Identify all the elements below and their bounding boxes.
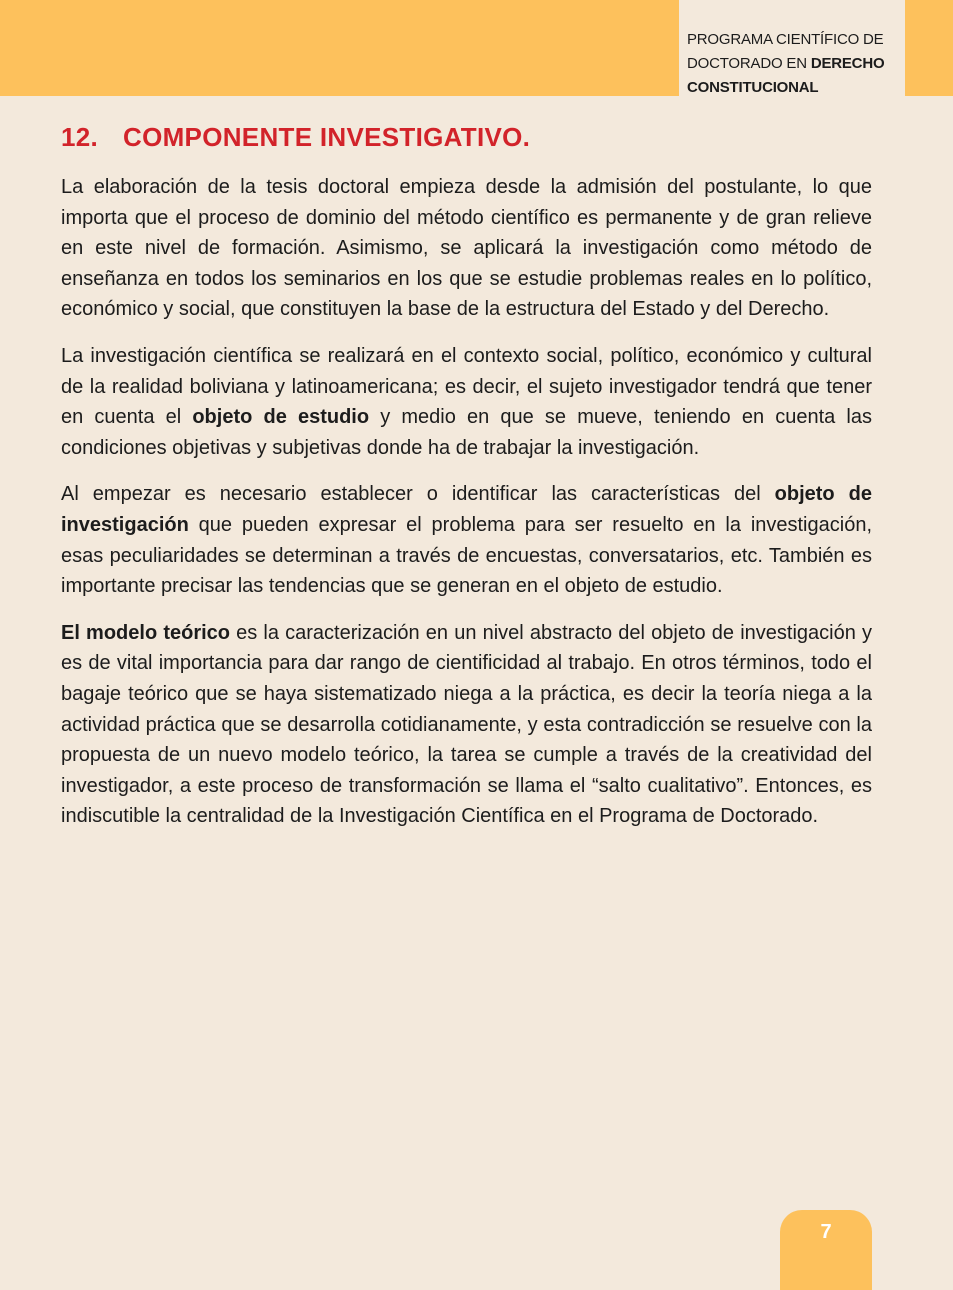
program-line-2 xyxy=(687,52,905,76)
program-line-2-bold: DERECHO xyxy=(810,55,885,72)
page-number-tab xyxy=(780,1210,872,1290)
paragraph-2-text-b: y medio en que se mueve, teniendo en cuenta las condiciones objetivas y subjetivas donde ha de trabajar la investigación. xyxy=(61,406,872,459)
section-title-text: COMPONENTE INVESTIGATIVO. xyxy=(123,122,531,152)
paragraph-4-bold: El modelo teórico xyxy=(61,621,230,644)
paragraph-3-text-a: Al empezar es necesario establecer o identificar las características del xyxy=(61,483,775,506)
section-title xyxy=(61,122,530,153)
paragraph-4-text-b: es la caracterización en un nivel abstracto del objeto de investigación y es de vital importancia para dar rango de cientificidad al trabajo. En otros términos, todo el bagaje teórico que se haya sistematizado niega a la práctica, es decir la teoría niega a la actividad práctica que se desarrolla cotidianamente, y esta contradicción se resuelve con la propuesta de un nuevo modelo teórico, la tarea se cumple a través de la creatividad del investigador, a este proceso de transformación se llama el “salto cualitativo”. Entonces, es indiscutible la centralidad de la Investigación Científica en el Programa de Doctorado. xyxy=(61,621,872,828)
page-number: 7 xyxy=(820,1221,832,1243)
paragraph-3-text-b: que pueden expresar el problema para ser resuelto en la investigación, esas peculiaridades se determinan a través de encuestas, conversatarios, etc. También es importante precisar las tendencias que se generan en el objeto de estudio. xyxy=(61,513,872,598)
paragraph-3-bold: objeto de investigación xyxy=(61,483,872,536)
program-line-2-prefix: DOCTORADO EN xyxy=(687,55,811,72)
paragraph-2-text-a: La investigación científica se realizará en el contexto social, político, económico y cultural de la realidad boliviana y latinoamericana; es decir, el sujeto investigador tendrá que tener en cuenta el xyxy=(61,344,872,429)
paragraph-3 xyxy=(61,479,872,601)
section-number: 12. xyxy=(61,122,99,152)
paragraph-2 xyxy=(61,341,872,463)
paragraph-1: La elaboración de la tesis doctoral empieza desde la admisión del postulante, lo que importa que el proceso de dominio del método científico es permanente y de gran relieve en este nivel de formación. Asimismo, se aplicará la investigación como método de enseñanza en todos los seminarios en los que se estudie problemas reales en lo político, económico y social, que constituyen la base de la estructura del Estado y del Derecho. xyxy=(61,176,872,321)
paragraph-4 xyxy=(61,618,872,832)
program-label xyxy=(679,0,905,98)
program-line-3-bold: CONSTITUCIONAL xyxy=(687,79,819,96)
program-line-3 xyxy=(687,76,905,100)
program-line-1: PROGRAMA CIENTÍFICO DE xyxy=(687,31,884,48)
body-content xyxy=(61,172,872,848)
paragraph-2-bold: objeto de estudio xyxy=(192,406,370,429)
